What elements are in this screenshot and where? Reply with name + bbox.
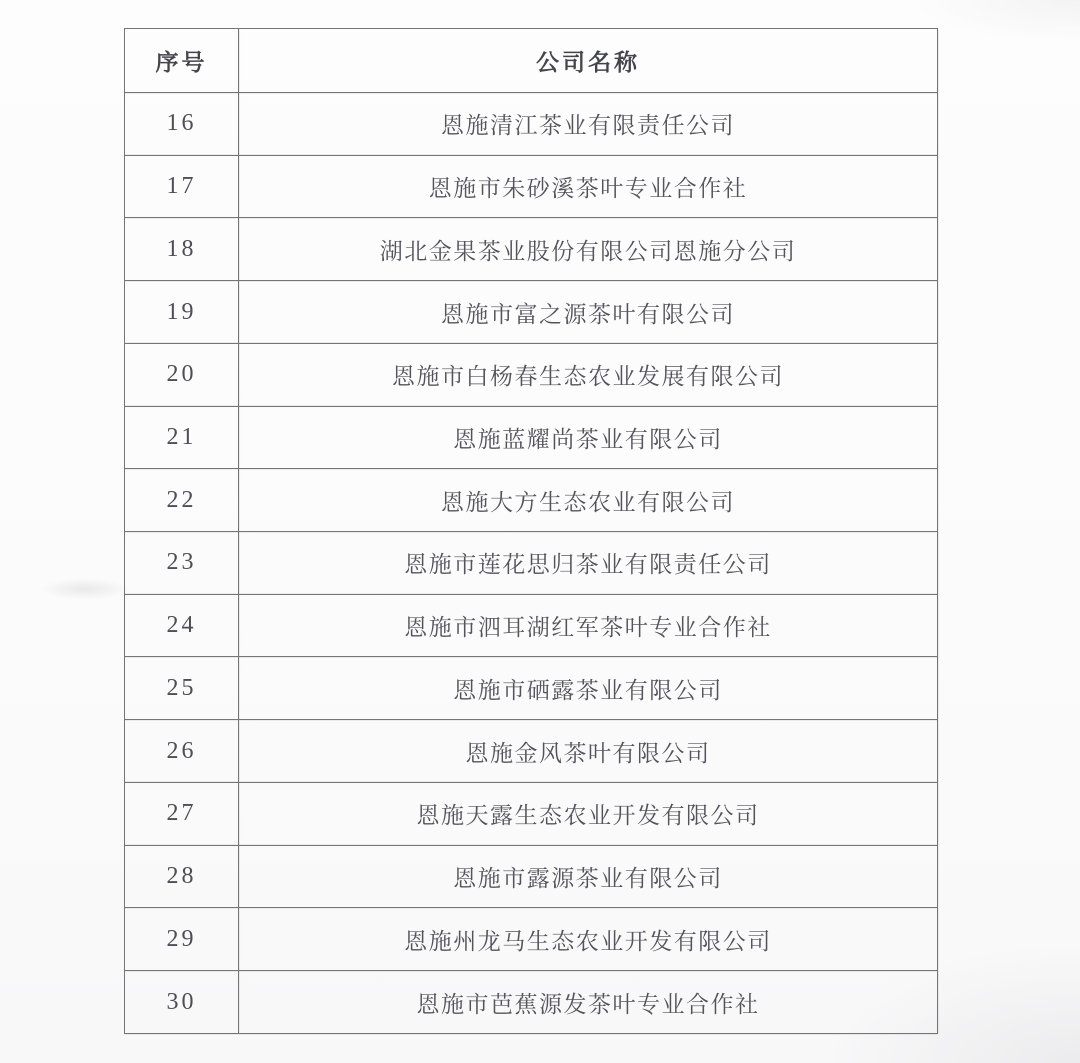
- company-name: 恩施蓝耀尚茶业有限公司: [239, 406, 938, 469]
- table-row: [125, 720, 938, 783]
- table-row: [125, 281, 938, 344]
- company-name: 恩施金风茶叶有限公司: [239, 720, 938, 783]
- scan-artifact: [920, 0, 1080, 40]
- row-number: 30: [125, 971, 239, 1034]
- header-serial-number: 序号: [125, 29, 239, 93]
- row-number: 22: [125, 469, 239, 532]
- company-name: 恩施市朱砂溪茶叶专业合作社: [239, 155, 938, 218]
- header-company-name: 公司名称: [239, 29, 938, 93]
- company-name: 恩施市白杨春生态农业发展有限公司: [239, 343, 938, 406]
- row-number: 16: [125, 93, 239, 156]
- table-row: [125, 971, 938, 1034]
- table-row: [125, 406, 938, 469]
- company-name: 恩施市硒露茶业有限公司: [239, 657, 938, 720]
- row-number: 19: [125, 281, 239, 344]
- table-row: [125, 782, 938, 845]
- table-row: [125, 469, 938, 532]
- company-list-table: [124, 28, 938, 1034]
- table-row: [125, 343, 938, 406]
- table-row: [125, 594, 938, 657]
- company-name: 恩施清江茶业有限责任公司: [239, 93, 938, 156]
- company-name: 恩施天露生态农业开发有限公司: [239, 782, 938, 845]
- table-row: [125, 657, 938, 720]
- row-number: 20: [125, 343, 239, 406]
- row-number: 29: [125, 908, 239, 971]
- table-row: [125, 218, 938, 281]
- company-name: 恩施州龙马生态农业开发有限公司: [239, 908, 938, 971]
- company-name: 恩施市芭蕉源发茶叶专业合作社: [239, 971, 938, 1034]
- company-name: 恩施大方生态农业有限公司: [239, 469, 938, 532]
- table-header-row: [125, 29, 938, 93]
- row-number: 23: [125, 532, 239, 595]
- table-row: [125, 845, 938, 908]
- row-number: 24: [125, 594, 239, 657]
- company-name: 恩施市露源茶业有限公司: [239, 845, 938, 908]
- company-name: 恩施市泗耳湖红军茶叶专业合作社: [239, 594, 938, 657]
- row-number: 26: [125, 720, 239, 783]
- row-number: 25: [125, 657, 239, 720]
- company-name: 恩施市莲花思归茶业有限责任公司: [239, 532, 938, 595]
- row-number: 21: [125, 406, 239, 469]
- table-row: [125, 908, 938, 971]
- table-row: [125, 155, 938, 218]
- company-name: 湖北金果茶业股份有限公司恩施分公司: [239, 218, 938, 281]
- row-number: 18: [125, 218, 239, 281]
- table-row: [125, 93, 938, 156]
- table-row: [125, 532, 938, 595]
- scan-artifact: [40, 578, 130, 600]
- row-number: 17: [125, 155, 239, 218]
- row-number: 27: [125, 782, 239, 845]
- company-name: 恩施市富之源茶叶有限公司: [239, 281, 938, 344]
- row-number: 28: [125, 845, 239, 908]
